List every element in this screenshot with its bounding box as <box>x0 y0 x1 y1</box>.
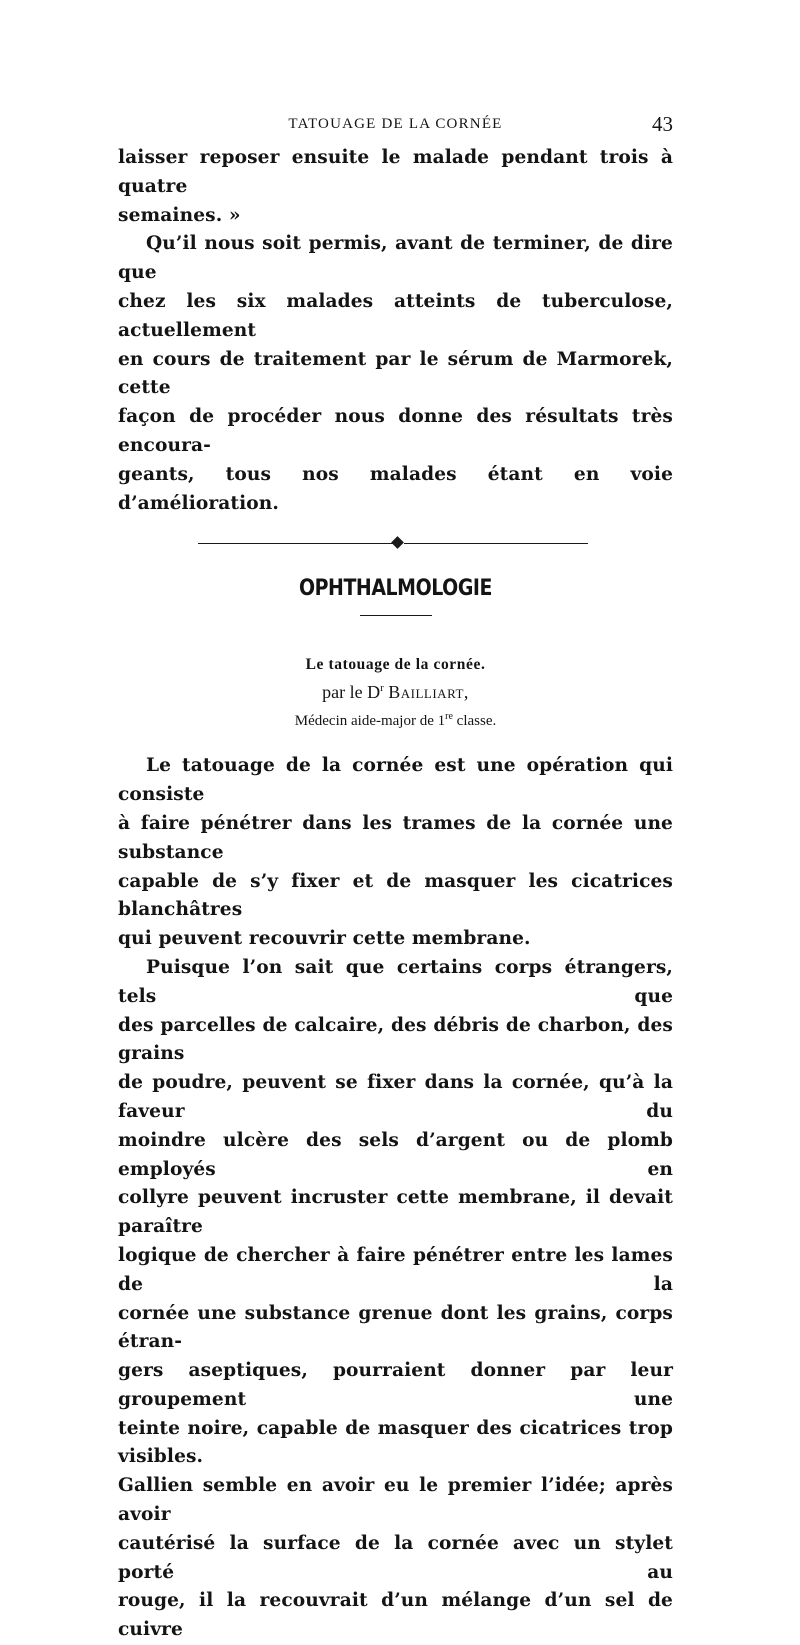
paragraph <box>118 144 673 230</box>
affiliation-superscript: re <box>445 711 453 723</box>
text-line: Gallien semble en avoir eu le premier l’idée; après avoir <box>118 1475 673 1526</box>
paragraph <box>118 752 673 954</box>
section-underline <box>360 615 432 616</box>
article-body <box>118 752 673 1645</box>
text-line: capable de s’y fixer et de masquer les cicatrices blanchâtres <box>118 870 673 921</box>
ornamental-divider <box>118 536 673 550</box>
book-page <box>118 112 673 1645</box>
text-line: Qu’il nous soit permis, avant de terminer, de dire que <box>118 233 673 284</box>
paragraph <box>118 954 673 1645</box>
diamond-ornament-icon <box>391 536 404 549</box>
text-line: laisser reposer ensuite le malade pendant trois à quatre <box>118 147 673 197</box>
running-title: TATOUAGE DE LA CORNÉE <box>288 116 503 132</box>
text-line: en cours de traitement par le sérum de Marmorek, cette <box>118 348 673 399</box>
text-line: gers aseptiques, pourraient donner par leur groupement une <box>118 1360 673 1410</box>
text-line: chez les six malades atteints de tuberculose, actuellement <box>118 290 673 341</box>
text-line: de poudre, peuvent se fixer dans la cornée, qu’à la faveur du <box>118 1072 673 1122</box>
byline-prefix: par le D <box>322 682 381 703</box>
text-line: Puisque l’on sait que certains corps étrangers, tels que <box>118 956 673 1007</box>
running-head <box>118 112 673 144</box>
text-line: des parcelles de calcaire, des débris de charbon, des grains <box>118 1014 673 1065</box>
text-line: geants, tous nos malades étant en voie d’amélioration. <box>118 463 673 514</box>
text-line: rouge, il la recouvrait d’un mélange d’un sel de cuivre <box>118 1590 673 1641</box>
text-line: cautérisé la surface de la cornée avec un stylet porté au <box>118 1532 673 1583</box>
text-line: semaines. » <box>118 204 241 226</box>
text-line: teinte noire, capable de masquer des cicatrices trop visibles. <box>118 1417 673 1468</box>
text-line: qui peuvent recouvrir cette membrane. <box>118 928 531 950</box>
intro-text <box>118 144 673 518</box>
author-affiliation <box>118 711 673 730</box>
affiliation-suffix: classe. <box>452 713 497 730</box>
page-number: 43 <box>652 112 673 136</box>
divider-rule-left <box>198 543 394 544</box>
text-line: façon de procéder nous donne des résultats très encoura- <box>118 406 673 456</box>
text-line: logique de chercher à faire pénétrer entre les lames de la <box>118 1244 673 1295</box>
text-line: collyre peuvent incruster cette membrane, il devait paraître <box>118 1187 673 1238</box>
text-line: moindre ulcère des sels d’argent ou de plomb employés en <box>118 1129 673 1180</box>
affiliation-prefix: Médecin aide-major de 1 <box>294 713 446 730</box>
section-title: OPHTHALMOLOGIE <box>298 576 493 602</box>
paragraph <box>118 230 673 518</box>
author-name: Bailliart, <box>388 682 469 703</box>
text-line: Le tatouage de la cornée est une opération qui consiste <box>118 755 673 806</box>
divider-rule-right <box>404 543 588 544</box>
text-line: cornée une substance grenue dont les grains, corps étran- <box>118 1302 673 1353</box>
byline <box>118 682 673 703</box>
byline-superscript: r <box>380 682 384 695</box>
article-title: Le tatouage de la cornée. <box>305 656 486 674</box>
text-line: à faire pénétrer dans les trames de la cornée une substance <box>118 812 673 863</box>
